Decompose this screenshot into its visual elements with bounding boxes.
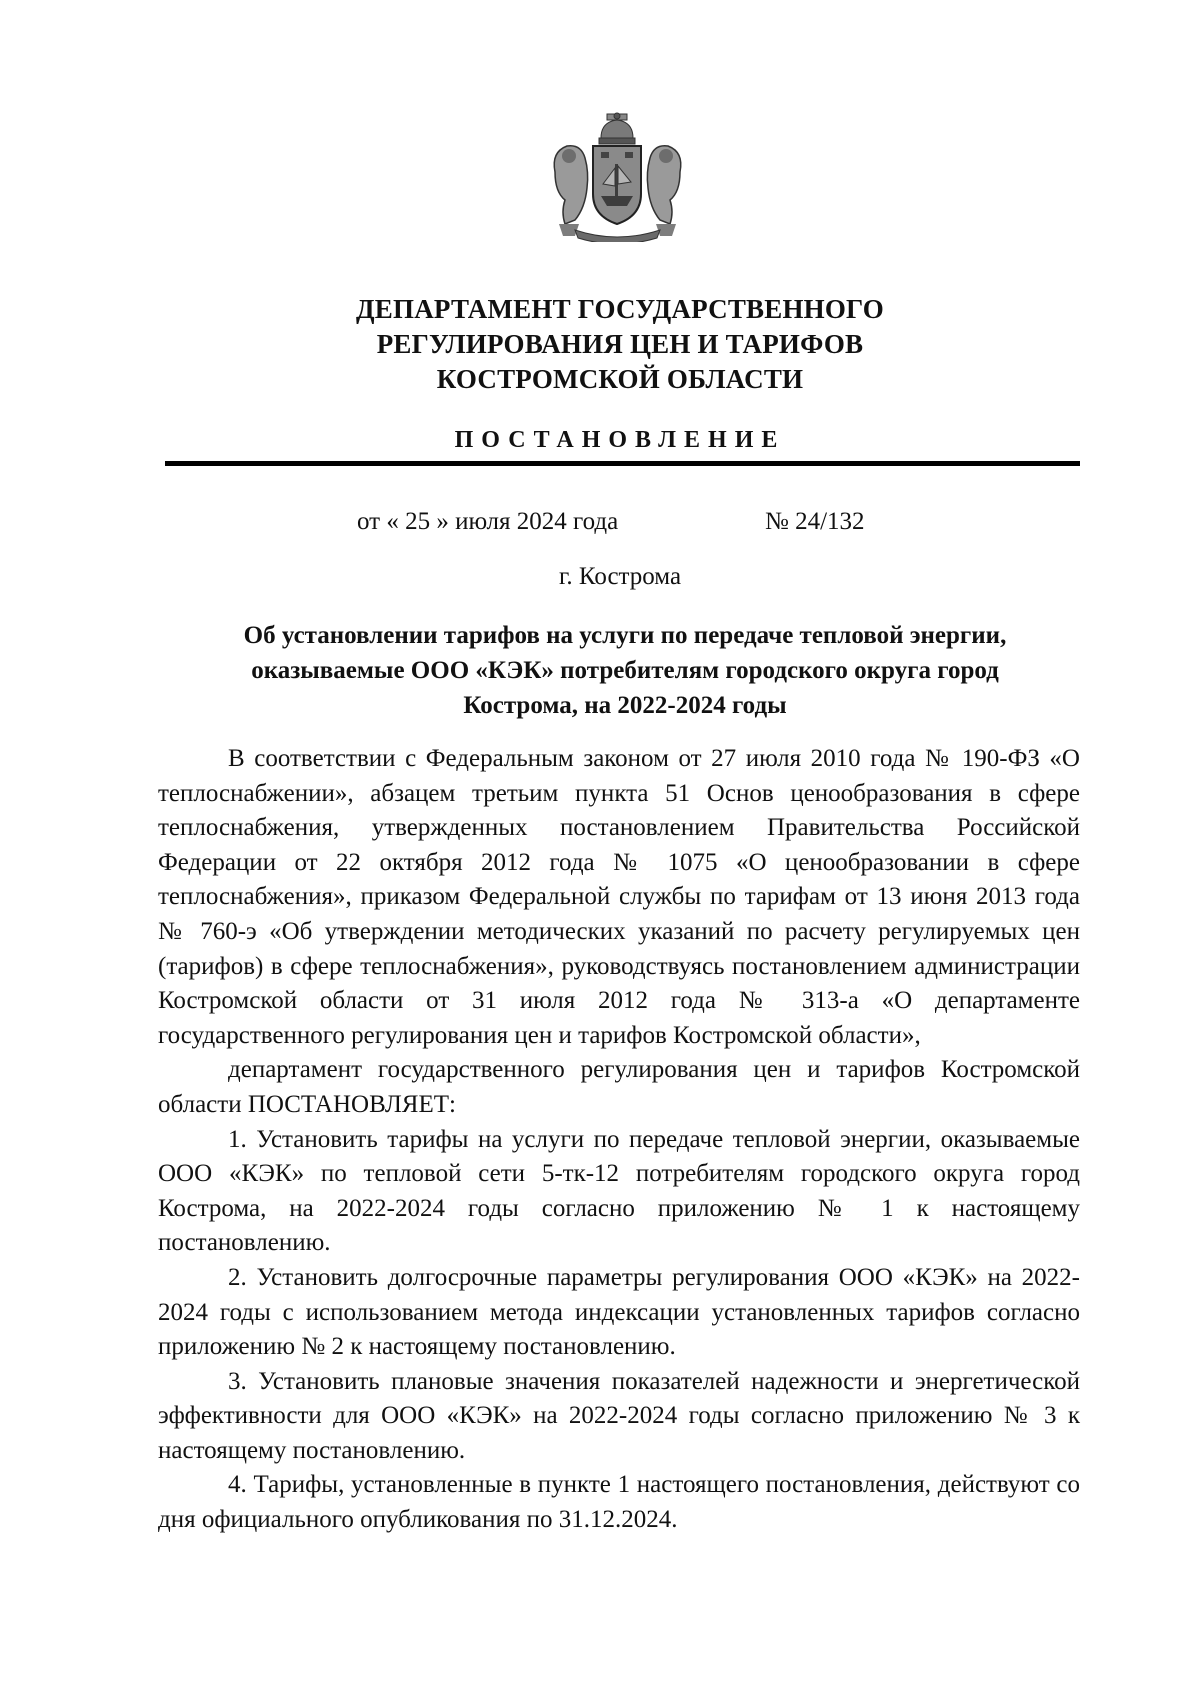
department-line-1: ДЕПАРТАМЕНТ ГОСУДАРСТВЕННОГО bbox=[356, 294, 884, 324]
paragraph-preamble: В соответствии с Федеральным законом от 27 июля 2010 года № 190-ФЗ «О теплоснабжении», абзацем третьим пункта 51 Основ ценообразования в сфере теплоснабжения, утвержденных постановлением Правительства Российской Федерации от 22 октября 2012 года № 1075 «О ценообразовании в сфере теплоснабжения», приказом Федеральной службы по тарифам от 13 июня 2013 года № 760-э «Об утверждении методических указаний по расчету регулируемых цен (тарифов) в сфере теплоснабжения», руководствуясь постановлением администрации Костромской области от 31 июля 2012 года № 313-а «О департаменте государственного регулирования цен и тарифов Костромской области», bbox=[158, 745, 1080, 1049]
document-title-line-3: Кострома, на 2022-2024 годы bbox=[463, 692, 787, 719]
document-type-heading: ПОСТАНОВЛЕНИЕ bbox=[454, 427, 786, 453]
header-divider bbox=[165, 461, 1080, 466]
paragraph-item-3: 3. Установить плановые значения показателей надежности и энергетической эффективности для ООО «КЭК» на 2022-2024 годы согласно приложению № 3 к настоящему постановлению. bbox=[158, 1367, 1080, 1464]
document-body bbox=[158, 742, 1080, 1538]
paragraph-item-2: 2. Установить долгосрочные параметры регулирования ООО «КЭК» на 2022-2024 годы с использованием метода индексации установленных тарифов согласно приложению № 2 к настоящему постановлению. bbox=[158, 1263, 1080, 1361]
paragraph-item-4: 4. Тарифы, установленные в пункте 1 настоящего постановления, действуют со дня официального опубликования по 31.12.2024. bbox=[158, 1471, 1080, 1534]
paragraph-resolves: департамент государственного регулирования цен и тарифов Костромской области ПОСТАНОВЛЯЕТ: bbox=[158, 1056, 1080, 1118]
document-title bbox=[170, 618, 1080, 723]
department-name bbox=[160, 292, 1080, 397]
document-date: от « 25 » июля 2024 года bbox=[357, 508, 619, 535]
document-title-line-2: оказываемые ООО «КЭК» потребителям городского округа город bbox=[251, 657, 999, 684]
document-number: № 24/132 bbox=[765, 508, 865, 535]
kostroma-coat-of-arms-icon bbox=[545, 112, 690, 242]
department-line-2: РЕГУЛИРОВАНИЯ ЦЕН И ТАРИФОВ bbox=[376, 329, 864, 359]
paragraph-item-1: 1. Установить тарифы на услуги по передаче тепловой энергии, оказываемые ООО «КЭК» по тепловой сети 5-тк-12 потребителям городского округа город Кострома, на 2022-2024 годы согласно приложению № 1 к настоящему постановлению. bbox=[158, 1125, 1080, 1257]
document-title-line-1: Об установлении тарифов на услуги по передаче тепловой энергии, bbox=[243, 622, 1007, 649]
department-line-3: КОСТРОМСКОЙ ОБЛАСТИ bbox=[436, 364, 804, 394]
document-city: г. Кострома bbox=[558, 563, 682, 590]
